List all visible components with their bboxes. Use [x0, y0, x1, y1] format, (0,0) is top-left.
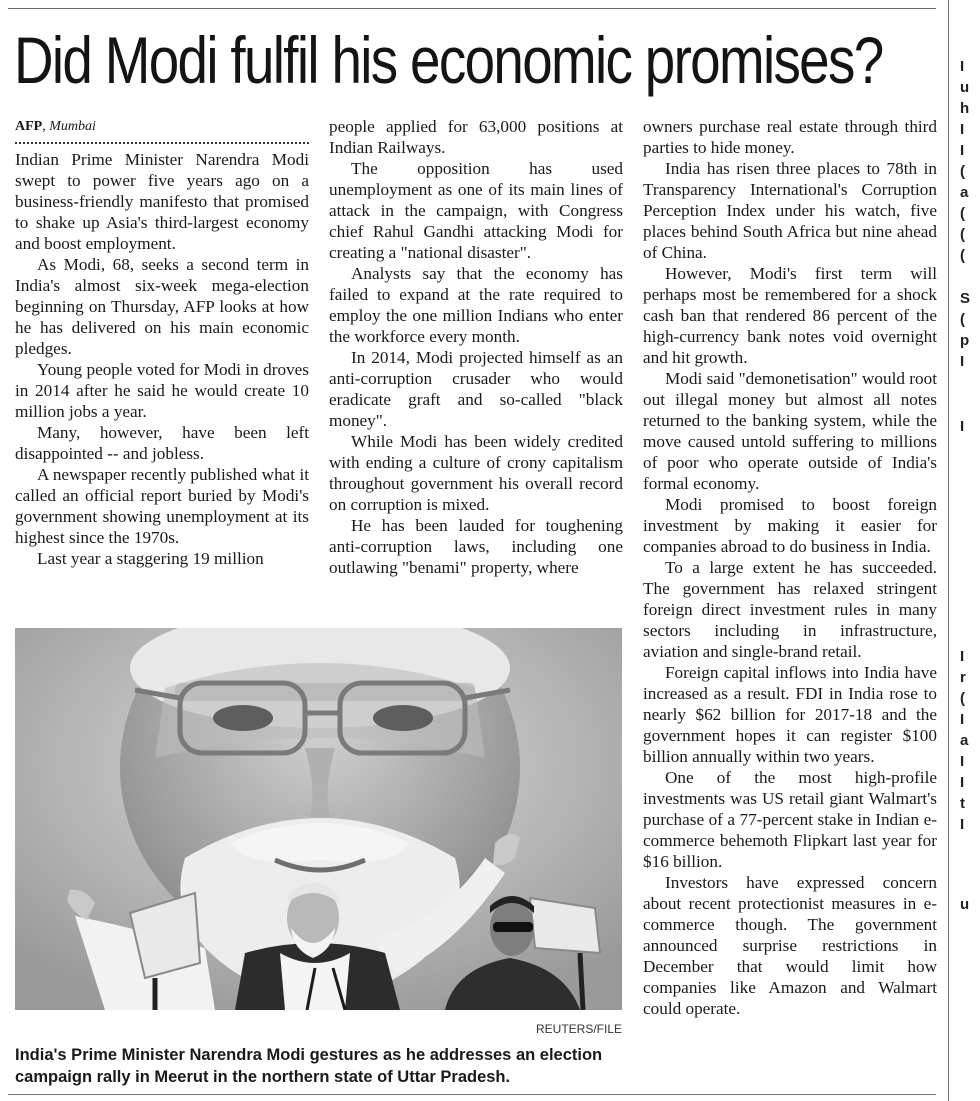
paragraph: Modi said "demonetisation" would root out illegal money but almost all notes returned to the banking system, while the move caused untold suffering to millions of poor who operate outside of India's formal economy.	[643, 369, 937, 493]
paragraph: Analysts say that the economy has failed to expand at the rate required to employ the one million Indians who enter the workforce every month.	[329, 264, 623, 346]
article-column-1	[15, 118, 309, 569]
adjacent-glyph: I	[960, 711, 965, 728]
byline-dotted-rule	[15, 142, 309, 144]
adjacent-glyph: (	[960, 311, 965, 328]
adjacent-glyph: h	[960, 100, 970, 117]
paragraph: Investors have expressed concern about recent protectionist measures in e-commerce though. The government announced surprise restrictions in December that would limit how companies like Amazon and Walmart could operate.	[643, 873, 937, 1018]
paragraph: Last year a staggering 19 million	[37, 549, 264, 568]
adjacent-glyph: (	[960, 226, 965, 243]
paragraph: Young people voted for Modi in droves in 2014 after he said he would create 10 million jobs a year.	[15, 360, 309, 421]
adjacent-glyph: I	[960, 58, 965, 75]
column-divider-rule	[948, 0, 949, 1101]
paragraph: A newspaper recently published what it called an official report buried by Modi's government showing unemployment at its highest since the 1970s.	[15, 465, 309, 547]
adjacent-glyph: I	[960, 753, 965, 770]
adjacent-glyph: (	[960, 163, 965, 180]
adjacent-glyph: (	[960, 690, 965, 707]
adjacent-glyph: r	[960, 669, 966, 686]
paragraph: Modi promised to boost foreign investment by making it easier for companies abroad to do business in India.	[643, 495, 937, 556]
paragraph: Foreign capital inflows into India have increased as a result. FDI in India rose to nearly $62 billion for 2017-18 and the government hopes it can register $100 billion annually within two years.	[643, 663, 937, 766]
photo-illustration	[15, 628, 622, 1010]
paragraph: One of the most high-profile investments was US retail giant Walmart's purchase of a 77-percent stake in Indian e-commerce behemoth Flipkart last year for $16 billion.	[643, 768, 937, 871]
news-photo	[15, 628, 622, 1010]
adjacent-glyph: a	[960, 184, 969, 201]
byline: AFP, Mumbai	[15, 119, 96, 134]
adjacent-glyph: I	[960, 648, 965, 665]
adjacent-glyph: u	[960, 896, 970, 913]
paragraph: In 2014, Modi projected himself as an anti-corruption crusader who would eradicate graft and so-called "black money".	[329, 348, 623, 430]
paragraph: Indian Prime Minister Narendra Modi swept to power five years ago on a business-friendly manifesto that promised to shake up Asia's third-largest economy and boost employment.	[15, 150, 309, 253]
adjacent-glyph: p	[960, 332, 970, 349]
paragraph: As Modi, 68, seeks a second term in India's almost six-week mega-election beginning on Thursday, AFP looks at how he has delivered on his main economic pledges.	[15, 255, 309, 358]
adjacent-glyph: t	[960, 795, 965, 812]
adjacent-glyph: I	[960, 142, 965, 159]
paragraph: The opposition has used unemployment as one of its main lines of attack in the campaign, with Congress chief Rahul Gandhi attacking Modi for creating a "national disaster".	[329, 159, 623, 262]
adjacent-glyph: S	[960, 290, 971, 307]
adjacent-glyph: I	[960, 774, 965, 791]
adjacent-glyph: I	[960, 816, 965, 833]
article-column-3	[643, 116, 937, 1019]
paragraph: owners purchase real estate through third parties to hide money.	[643, 117, 937, 157]
bottom-rule	[8, 1094, 936, 1095]
adjacent-glyph: a	[960, 732, 969, 749]
paragraph: He has been lauded for toughening anti-corruption laws, including one outlawing "benami" property, where	[329, 516, 623, 577]
article-column-2	[329, 116, 623, 578]
adjacent-glyph: (	[960, 247, 965, 264]
photo-caption: India's Prime Minister Narendra Modi gestures as he addresses an election campaign rally in Meerut in the northern state of Uttar Pradesh.	[15, 1046, 603, 1086]
photo-credit: REUTERS/FILE	[535, 1022, 622, 1036]
paragraph: Many, however, have been left disappointed -- and jobless.	[15, 423, 309, 463]
adjacent-glyph: I	[960, 121, 965, 138]
paragraph: people applied for 63,000 positions at Indian Railways.	[329, 117, 623, 157]
paragraph: India has risen three places to 78th in Transparency International's Corruption Perception Index under his watch, five places behind South Africa but nine ahead of China.	[643, 159, 937, 262]
paragraph: However, Modi's first term will perhaps most be remembered for a shock cash ban that rendered 86 percent of the high-currency bank notes void overnight and hit growth.	[643, 264, 937, 367]
adjacent-glyph: I	[960, 353, 965, 370]
adjacent-glyph: I	[960, 418, 965, 435]
adjacent-glyph: (	[960, 205, 965, 222]
top-rule	[8, 8, 936, 9]
paragraph: While Modi has been widely credited with ending a culture of crony capitalism throughout government his overall record on corruption is mixed.	[329, 432, 623, 514]
adjacent-glyph: u	[960, 79, 970, 96]
paragraph: To a large extent he has succeeded. The government has relaxed stringent foreign direct investment rules in many sectors including in infrastructure, aviation and single-brand retail.	[643, 558, 937, 661]
byline-agency: AFP	[15, 119, 43, 134]
headline: Did Modi fulfil his economic promises?	[14, 23, 883, 97]
byline-place: Mumbai	[49, 119, 96, 134]
